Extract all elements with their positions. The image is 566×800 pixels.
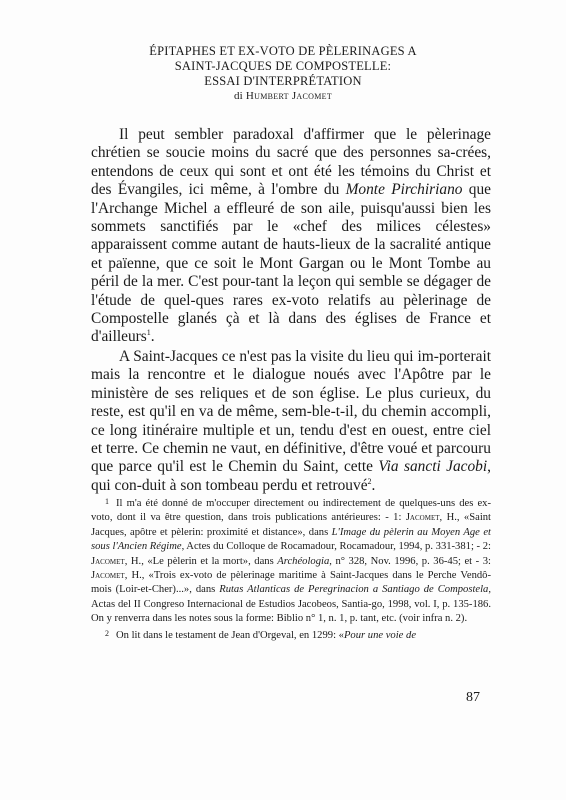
paragraph-1-text-b: que l'Archange Michel a effleuré de son aile, puisqu'aussi bien les sommets sanctifiés par le «chef des milices célestes» apparaissent comme autant de hauts-lieux de la sacralité antique et païenne, que ce soit le Mont Gargan ou le Mont Tombe au péril de la mer. C'est pour-tant la leçon qui semble se dégager de l'étude de quel-ques rares ex-voto relatifs au pèlerinage de Compostelle glanés çà et là dans des églises de France et d'ailleurs bbox=[91, 181, 491, 346]
footnote-1-italic-1: L'Image du pèlerin au Moyen Age et sous l'Ancien Régime bbox=[91, 526, 491, 553]
paragraph-2-italic-latin: Via sancti Jacobi bbox=[378, 458, 488, 476]
body-text bbox=[91, 126, 491, 495]
paragraph-2-text-b: , qui con-duit à son tombeau perdu et retrouvé bbox=[91, 458, 491, 494]
title-line-2: SAINT-JACQUES DE COMPOSTELLE: bbox=[174, 59, 392, 73]
paragraph-2-end: . bbox=[371, 476, 376, 494]
footnote-1-author-1: Jacomet bbox=[405, 512, 440, 524]
paragraph-1-italic-place: Monte Pirchiriano bbox=[345, 181, 463, 199]
title-line-3: ESSAI D'INTERPRÉTATION bbox=[204, 74, 362, 88]
footnote-2-italic-1: Pour une voie de bbox=[343, 629, 417, 641]
paragraph-1-text-a: Il peut sembler paradoxal d'affirmer que le pèlerinage chrétien se soucie moins du sacré que des personnes sa-crées, entendons de ceux qui sont et ont été les témoins du Christ et des Évangiles, ici même, à l'ombre du bbox=[91, 126, 491, 199]
paragraph-1-end: . bbox=[150, 328, 155, 346]
footnote-1-text-b: , H., «Saint Jacques, apôtre et pèlerin: proximité et distance», dans bbox=[91, 512, 491, 538]
footnote-2-text-a: On lit dans le testament de Jean d'Orgeval, en 1299: « bbox=[116, 629, 344, 641]
article-heading bbox=[90, 44, 476, 104]
footnote-ref-2[interactable]: 2 bbox=[367, 476, 372, 486]
footnote-1-mark: 1 bbox=[105, 497, 109, 506]
footnote-1-text-g: , Actas del II Congreso Internacional de Estudios Jacobeos, Santia-go, 1998, vol. I, p. 135-186. On y renverra dans les notes sous la forme: Biblio n° 1, n. 1, p. tant, etc. (voir infra n. 2). bbox=[91, 584, 491, 625]
footnote-1-author-2: Jacomet bbox=[91, 555, 125, 567]
footnote-1-italic-3: Rutas Atlanticas de Peregrinacion a Santiago de Compostela bbox=[219, 584, 489, 596]
footnotes bbox=[91, 495, 491, 643]
byline bbox=[90, 89, 476, 104]
footnote-1-text-c: , Actes du Colloque de Rocamadour, Rocamadour, 1994, p. 331-381; - 2: bbox=[181, 541, 491, 553]
footnote-1-text-e: , n° 328, Nov. 1996, p. 36-45; et - 3: bbox=[329, 555, 492, 567]
page-number: 87 bbox=[466, 690, 480, 705]
footnote-2-mark: 2 bbox=[105, 628, 109, 638]
footnote-ref-1[interactable]: 1 bbox=[146, 328, 151, 338]
footnote-1-text-f: , H., «Trois ex-voto de pèlerinage maritime à Saint-Jacques dans le Perche Vendô-mois (Loir-et-Cher)...», dans bbox=[91, 570, 491, 596]
paragraph-1 bbox=[91, 126, 491, 347]
footnote-1 bbox=[91, 495, 491, 627]
footnote-1-text-a: Il m'a été donné de m'occuper directement ou indirectement de quelques-uns des ex-voto, dont il va être question, dans trois publications antérieures: - 1: bbox=[91, 498, 491, 524]
byline-prefix: di bbox=[233, 90, 243, 102]
author-name: Humbert Jacomet bbox=[245, 90, 333, 102]
paragraph-2 bbox=[91, 348, 491, 495]
footnote-2 bbox=[91, 627, 491, 643]
footnote-1-text-d: , H., «Le pèlerin et la mort», dans bbox=[124, 555, 278, 567]
footnote-1-author-3: Jacomet bbox=[91, 570, 125, 582]
footnote-1-italic-2: Archéologia bbox=[277, 555, 330, 567]
paragraph-2-text-a: A Saint-Jacques ce n'est pas la visite du lieu qui im-porterait mais la rencontre et le dialogue noués avec l'Apôtre par le ministère de ses reliques et de son église. Le plus curieux, du reste, est qu'il en va de même, sem-ble-t-il, du chemin accompli, ce long itinéraire multiple et un, tendu d'est en ouest, entre ciel et terre. Ce chemin ne vaut, en définitive, d'être voué et parcouru que parce qu'il est le Chemin du Saint, cette bbox=[91, 347, 491, 476]
title-line-1: ÉPITAPHES ET EX-VOTO DE PÈLERINAGES A bbox=[149, 44, 417, 58]
